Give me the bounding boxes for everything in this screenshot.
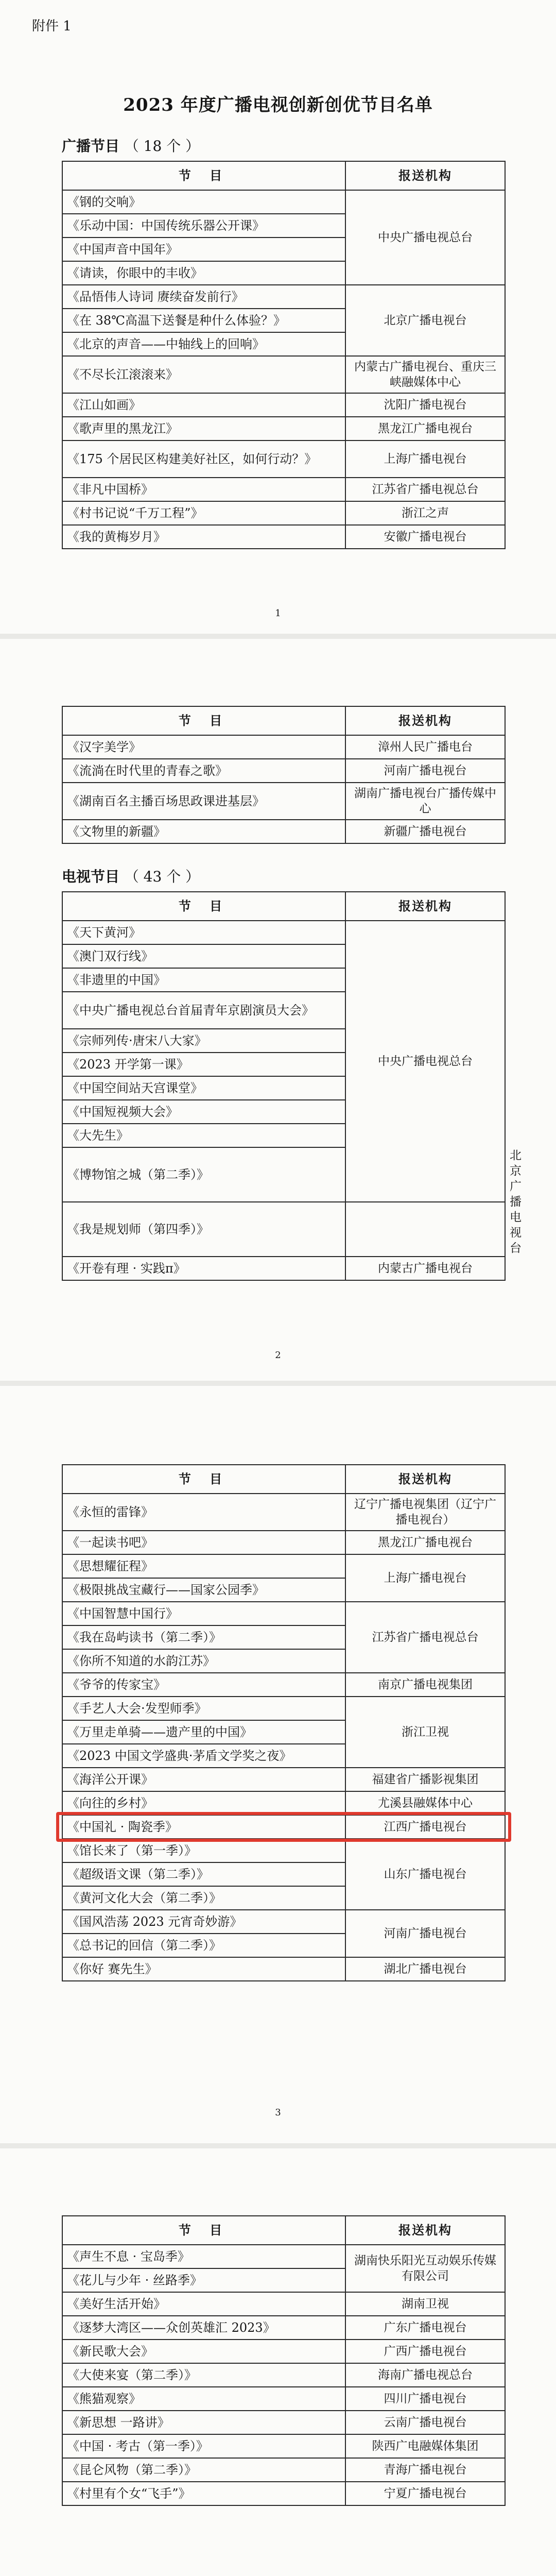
column-header-program: 节 目 — [62, 706, 345, 735]
page-number: 2 — [275, 1350, 281, 1361]
program-cell: 《天下黄河》 — [62, 921, 345, 944]
table-row — [62, 525, 505, 549]
program-cell: 《海洋公开课》 — [62, 1768, 345, 1791]
table-row — [62, 1602, 505, 1625]
org-cell: 新疆广播电视台 — [345, 820, 505, 843]
table-row — [62, 501, 505, 525]
program-cell: 《文物里的新疆》 — [62, 820, 345, 843]
table-row — [62, 2363, 505, 2387]
program-cell: 《北京的声音——中轴线上的回响》 — [62, 332, 345, 356]
org-cell: 湖北广播电视台 — [345, 1957, 505, 1981]
tv-section-heading — [62, 866, 200, 886]
program-cell: 《我是规划师（第四季）》 — [62, 1202, 345, 1257]
table-row — [62, 1697, 505, 1720]
table-row — [62, 1768, 505, 1791]
program-cell: 《永恒的雷锋》 — [62, 1494, 345, 1531]
program-cell: 《大先生》 — [62, 1124, 345, 1147]
table-header-row — [62, 1465, 505, 1494]
org-cell: 安徽广播电视台 — [345, 525, 505, 549]
program-cell: 《中国空间站天宫课堂》 — [62, 1076, 345, 1100]
program-cell: 《博物馆之城（第二季）》 — [62, 1147, 345, 1202]
table-row — [62, 783, 505, 820]
tv-table-continued — [62, 2215, 506, 2506]
table-row — [62, 1839, 505, 1862]
table-row — [62, 478, 505, 501]
document-title: 2023 年度广播电视创新创优节目名单 — [123, 95, 433, 115]
program-cell: 《非凡中国桥》 — [62, 478, 345, 501]
org-cell: 湖南广播电视台广播传媒中心 — [345, 783, 505, 820]
column-header-org: 报送机构 — [345, 161, 505, 190]
table-row — [62, 2292, 505, 2316]
column-header-program: 节 目 — [62, 892, 345, 921]
org-cell: 宁夏广播电视台 — [345, 2482, 505, 2505]
table-row — [62, 820, 505, 843]
radio-section-heading — [62, 135, 200, 156]
program-cell: 《歌声里的黑龙江》 — [62, 417, 345, 440]
program-cell: 《流淌在时代里的青春之歌》 — [62, 759, 345, 783]
program-cell: 《钢的交响》 — [62, 190, 345, 214]
page-separator — [0, 634, 556, 639]
table-row — [62, 2316, 505, 2340]
program-cell: 《万里走单骑——遗产里的中国》 — [62, 1720, 345, 1744]
table-header-row — [62, 706, 505, 735]
program-cell: 《请读，你眼中的丰收》 — [62, 261, 345, 285]
table-row — [62, 1494, 505, 1531]
org-cell: 尤溪县融媒体中心 — [345, 1791, 505, 1815]
org-cell: 湖南快乐阳光互动娱乐传媒有限公司 — [345, 2245, 505, 2292]
radio-table — [62, 161, 506, 549]
table-row — [62, 393, 505, 417]
org-cell: 湖南卫视 — [345, 2292, 505, 2316]
tv-section-count: （ 43 个 ） — [124, 868, 200, 885]
program-cell: 《中央广播电视总台首届青年京剧演员大会》 — [62, 992, 345, 1029]
tv-table — [62, 891, 506, 1281]
program-cell: 《我的黄梅岁月》 — [62, 525, 345, 549]
table-header-row — [62, 892, 505, 921]
org-cell: 江苏省广播电视总台 — [345, 478, 505, 501]
column-header-org: 报送机构 — [345, 2216, 505, 2245]
table-row — [62, 1957, 505, 1981]
program-cell: 《我在岛屿读书（第二季）》 — [62, 1625, 345, 1649]
column-header-program: 节 目 — [62, 161, 345, 190]
page-separator — [0, 2143, 556, 2148]
table-row — [62, 2458, 505, 2482]
program-cell: 《昆仑风物（第二季）》 — [62, 2458, 345, 2482]
org-cell: 福建省广播影视集团 — [345, 1768, 505, 1791]
table-row — [62, 2245, 505, 2268]
attachment-label: 附件 1 — [32, 19, 72, 34]
table-row — [62, 759, 505, 783]
program-cell: 《2023 中国文学盛典·茅盾文学奖之夜》 — [62, 1744, 345, 1768]
table-row — [62, 2340, 505, 2363]
column-header-org: 报送机构 — [345, 1465, 505, 1494]
org-cell: 陕西广电融媒体集团 — [345, 2434, 505, 2458]
program-cell: 《新思想 一路讲》 — [62, 2411, 345, 2434]
program-cell: 《汉字美学》 — [62, 735, 345, 759]
program-cell: 《超级语文课（第二季）》 — [62, 1862, 345, 1886]
program-cell: 《熊猫观察》 — [62, 2387, 345, 2411]
page-separator — [0, 1381, 556, 1386]
program-cell: 《2023 开学第一课》 — [62, 1053, 345, 1076]
page-number: 1 — [275, 608, 281, 619]
program-cell: 《思想耀征程》 — [62, 1554, 345, 1578]
table-header-row — [62, 2216, 505, 2245]
program-cell: 《爷爷的传家宝》 — [62, 1673, 345, 1697]
org-cell: 内蒙古广播电视台、重庆三峡融媒体中心 — [345, 356, 505, 393]
table-row — [62, 2434, 505, 2458]
program-cell: 《江山如画》 — [62, 393, 345, 417]
program-cell: 《美好生活开始》 — [62, 2292, 345, 2316]
program-cell: 《宗师列传·唐宋八大家》 — [62, 1029, 345, 1053]
program-cell: 《村里有个女“飞手”》 — [62, 2482, 345, 2505]
org-cell: 上海广播电视台 — [345, 440, 505, 478]
program-cell: 《不尽长江滚滚来》 — [62, 356, 345, 393]
column-header-program: 节 目 — [62, 2216, 345, 2245]
org-cell: 江西广播电视台 — [345, 1815, 505, 1839]
org-cell: 中央广播电视总台 — [345, 190, 505, 285]
program-cell: 《在 38℃高温下送餐是种什么体验？》 — [62, 309, 345, 332]
table-row — [62, 285, 505, 309]
program-cell: 《手艺人大会·发型师季》 — [62, 1697, 345, 1720]
table-row — [62, 2411, 505, 2434]
org-cell: 中央广播电视总台 — [345, 921, 505, 1202]
table-row — [62, 1531, 505, 1554]
program-cell: 《大使来宴（第二季）》 — [62, 2363, 345, 2387]
page-number: 3 — [275, 2107, 281, 2118]
table-row — [62, 2482, 505, 2505]
org-cell: 北京广播电视台 — [345, 285, 505, 356]
program-cell: 《非遗里的中国》 — [62, 968, 345, 992]
table-row — [62, 1673, 505, 1697]
org-cell: 内蒙古广播电视台 — [345, 1257, 505, 1280]
org-cell: 黑龙江广播电视台 — [345, 417, 505, 440]
org-cell: 山东广播电视台 — [345, 1839, 505, 1910]
org-cell: 河南广播电视台 — [345, 1910, 505, 1957]
program-cell: 《中国 · 考古（第一季）》 — [62, 2434, 345, 2458]
org-cell: 青海广播电视台 — [345, 2458, 505, 2482]
org-cell: 四川广播电视台 — [345, 2387, 505, 2411]
program-cell: 《总书记的回信（第二季）》 — [62, 1934, 345, 1957]
org-cell: 沈阳广播电视台 — [345, 393, 505, 417]
table-row — [62, 1202, 505, 1257]
program-cell: 《乐动中国：中国传统乐器公开课》 — [62, 214, 345, 238]
program-cell: 《花儿与少年 · 丝路季》 — [62, 2268, 345, 2292]
radio-section-count: （ 18 个 ） — [124, 138, 200, 155]
program-cell: 《馆长来了（第一季）》 — [62, 1839, 345, 1862]
table-row — [62, 356, 505, 393]
table-row — [62, 440, 505, 478]
program-cell: 《中国礼 · 陶瓷季》 — [62, 1815, 345, 1839]
program-cell: 《你好 赛先生》 — [62, 1957, 345, 1981]
program-cell: 《175 个居民区构建美好社区，如何行动？》 — [62, 440, 345, 478]
org-cell: 浙江卫视 — [345, 1697, 505, 1768]
table-header-row — [62, 161, 505, 190]
org-cell: 海南广播电视总台 — [345, 2363, 505, 2387]
org-cell: 南京广播电视集团 — [345, 1673, 505, 1697]
org-cell: 广东广播电视台 — [345, 2316, 505, 2340]
org-cell: 广西广播电视台 — [345, 2340, 505, 2363]
program-cell: 《村书记说“千万工程”》 — [62, 501, 345, 525]
table-row — [62, 1257, 505, 1280]
table-row — [62, 190, 505, 214]
highlight-box — [56, 1812, 511, 1842]
program-cell: 《澳门双行线》 — [62, 944, 345, 968]
org-cell: 江苏省广播电视总台 — [345, 1602, 505, 1673]
org-cell: 辽宁广播电视集团（辽宁广播电视台） — [345, 1494, 505, 1531]
column-header-org: 报送机构 — [345, 892, 505, 921]
program-cell: 《中国智慧中国行》 — [62, 1602, 345, 1625]
tv-section-label: 电视节目 — [62, 868, 120, 885]
org-cell: 河南广播电视台 — [345, 759, 505, 783]
table-row — [62, 921, 505, 944]
program-cell: 《湖南百名主播百场思政课进基层》 — [62, 783, 345, 820]
program-cell: 《新民歌大会》 — [62, 2340, 345, 2363]
program-cell: 《声生不息 · 宝岛季》 — [62, 2245, 345, 2268]
program-cell: 《逐梦大湾区——众创英雄汇 2023》 — [62, 2316, 345, 2340]
program-cell: 《极限挑战宝藏行——国家公园季》 — [62, 1578, 345, 1602]
program-cell: 《中国声音中国年》 — [62, 238, 345, 261]
org-cell: 上海广播电视台 — [345, 1554, 505, 1602]
org-cell: 漳州人民广播电台 — [345, 735, 505, 759]
radio-table-continued — [62, 706, 506, 844]
table-row — [62, 2387, 505, 2411]
program-cell: 《一起读书吧》 — [62, 1531, 345, 1554]
org-cell: 黑龙江广播电视台 — [345, 1531, 505, 1554]
program-cell: 《国风浩荡 2023 元宵奇妙游》 — [62, 1910, 345, 1934]
table-row — [62, 1554, 505, 1578]
tv-table-continued — [62, 1464, 506, 1981]
program-cell: 《向往的乡村》 — [62, 1791, 345, 1815]
column-header-org: 报送机构 — [345, 706, 505, 735]
table-row — [62, 417, 505, 440]
radio-section-label: 广播节目 — [62, 138, 120, 155]
program-cell: 《品悟伟人诗词 赓续奋发前行》 — [62, 285, 345, 309]
program-cell: 《你所不知道的水韵江苏》 — [62, 1649, 345, 1673]
program-cell: 《中国短视频大会》 — [62, 1100, 345, 1124]
org-cell: 云南广播电视台 — [345, 2411, 505, 2434]
org-cell: 浙江之声 — [345, 501, 505, 525]
table-row — [62, 1910, 505, 1934]
program-cell: 《开卷有理 · 实践π》 — [62, 1257, 345, 1280]
program-cell: 《黄河文化大会（第二季）》 — [62, 1886, 345, 1910]
column-header-program: 节 目 — [62, 1465, 345, 1494]
table-row — [62, 735, 505, 759]
